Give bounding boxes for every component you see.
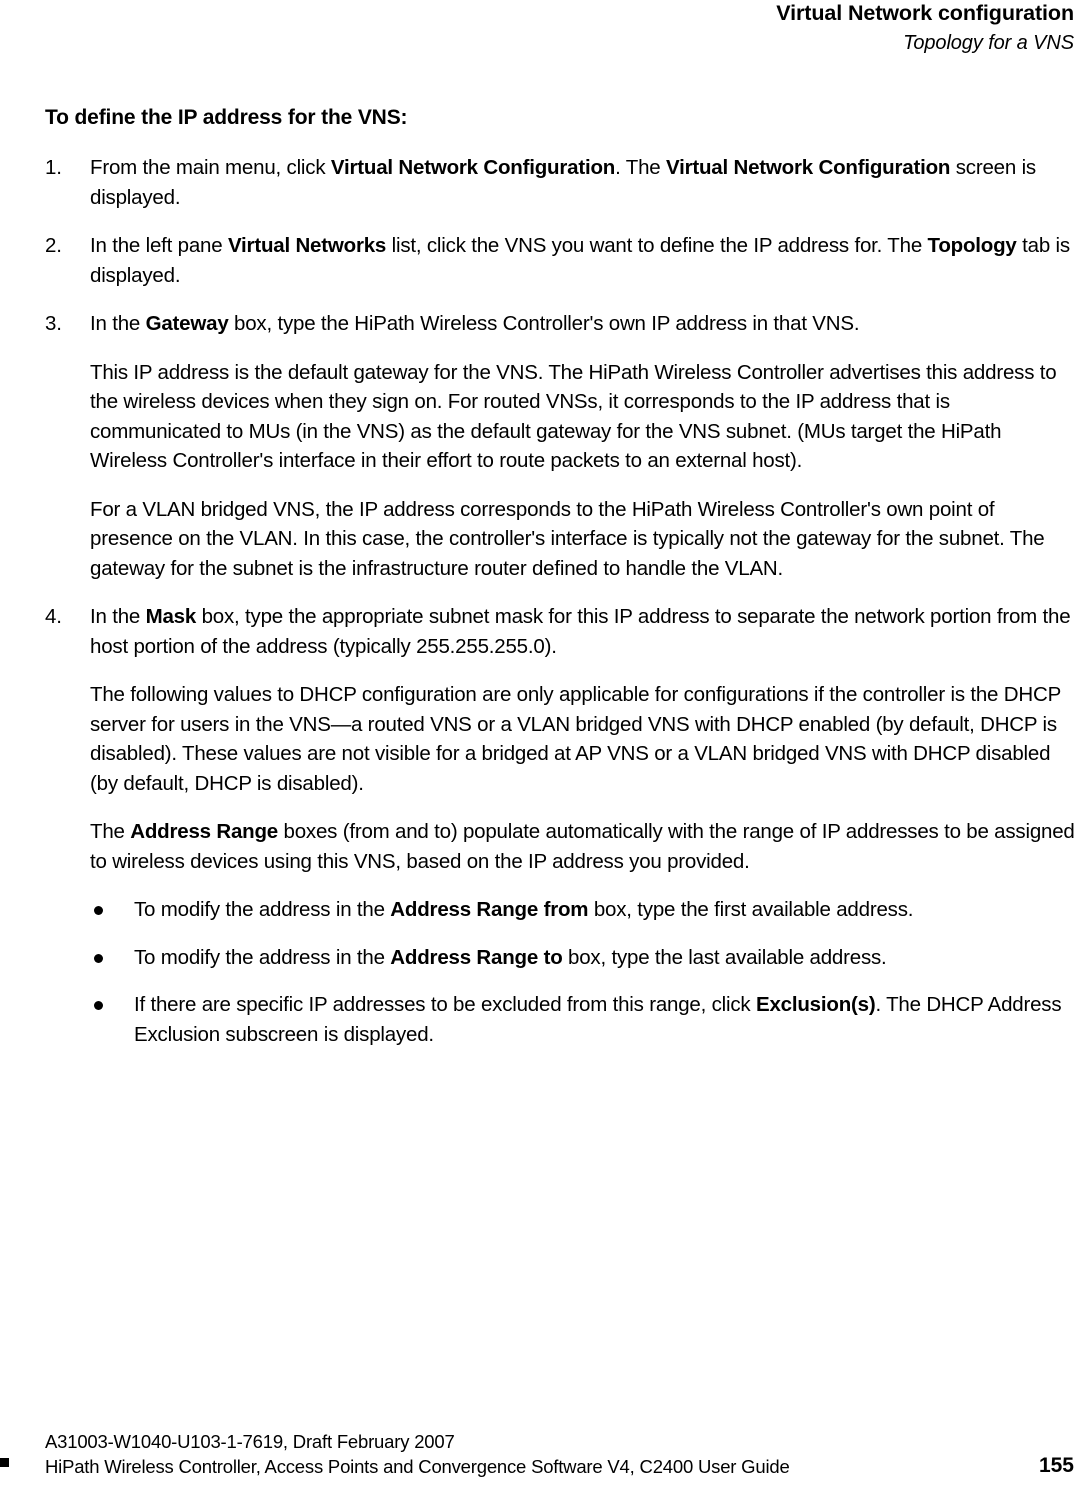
- step-marker: 3.: [45, 312, 62, 335]
- procedure-steps-2: [45, 602, 1075, 661]
- header-title: Virtual Network configuration: [776, 1, 1074, 25]
- bullet-text: To modify the address in the Address Range to box, type the last available address.: [134, 945, 887, 969]
- bullet-list: [45, 895, 1075, 1049]
- bullet-icon: [94, 1001, 103, 1010]
- step-marker: 1.: [45, 156, 62, 179]
- bullet-text: If there are specific IP addresses to be excluded from this range, click Exclusion(s). The DHCP Address Exclusion subscreen is displayed.: [134, 993, 1062, 1046]
- running-footer: [45, 1429, 1074, 1479]
- footer-product-title: HiPath Wireless Controller, Access Points and Convergence Software V4, C2400 User Guide: [45, 1456, 790, 1477]
- step-text: In the left pane Virtual Networks list, click the VNS you want to define the IP address for. The Topology tab is displayed.: [90, 234, 1070, 287]
- procedure-steps-1: [45, 153, 1075, 339]
- bullet-text: To modify the address in the Address Range from box, type the first available address.: [134, 898, 914, 921]
- step-text: In the Mask box, type the appropriate subnet mask for this IP address to separate the network portion from the host portion of the address (typically 255.255.255.0).: [90, 605, 1071, 658]
- list-item: [45, 153, 1075, 212]
- paragraph-vlan-bridged: For a VLAN bridged VNS, the IP address corresponds to the HiPath Wireless Controller's own point of presence on the VLAN. In this case, the controller's interface is typically not the gateway for the subnet. The gateway for the subnet is the infrastructure router defined to handle the VLAN.: [90, 497, 1045, 580]
- step-text: In the Gateway box, type the HiPath Wireless Controller's own IP address in that VNS.: [90, 312, 860, 335]
- list-item: [45, 943, 1075, 973]
- paragraph-dhcp-values: The following values to DHCP configuration are only applicable for configurations if the controller is the DHCP server for users in the VNS—a routed VNS or a VLAN bridged VNS with DHCP enabled (by default, DHCP is disabled). These values are not visible for a bridged at AP VNS or a VLAN bridged VNS with DHCP disabled (by default, DHCP is disabled).: [90, 683, 1061, 795]
- step-marker: 4.: [45, 605, 62, 628]
- list-item: [45, 309, 1075, 339]
- footer-text: [45, 1429, 790, 1479]
- list-item: [45, 231, 1075, 290]
- footer-document-id: A31003-W1040-U103-1-7619, Draft February 2007: [45, 1431, 455, 1452]
- list-item: [45, 602, 1075, 661]
- list-item: [45, 990, 1075, 1049]
- step-marker: 2.: [45, 234, 62, 257]
- paragraph-address-range: The Address Range boxes (from and to) populate automatically with the range of IP addresses to be assigned to wireless devices using this VNS, based on the IP address you provided.: [90, 820, 1075, 873]
- page-number: 155: [1038, 1454, 1074, 1477]
- page-title: To define the IP address for the VNS:: [45, 106, 408, 129]
- running-header: [45, 0, 1074, 56]
- crop-mark-icon: [0, 1458, 9, 1467]
- list-item: [45, 895, 1075, 925]
- page-content: [45, 104, 1075, 1067]
- header-subtitle: Topology for a VNS: [903, 32, 1074, 54]
- paragraph-gateway-default: This IP address is the default gateway for the VNS. The HiPath Wireless Controller advertises this address to the wireless devices when they sign on. For routed VNSs, it corresponds to the IP address that is communicated to MUs (in the VNS) as the default gateway for the VNS subnet. (MUs target the HiPath Wireless Controller's interface in their effort to route packets to an external host).: [90, 360, 1057, 472]
- step-text: From the main menu, click Virtual Network Configuration. The Virtual Network Configuration screen is displayed.: [90, 156, 1036, 209]
- bullet-icon: [94, 954, 103, 963]
- bullet-icon: [94, 906, 103, 915]
